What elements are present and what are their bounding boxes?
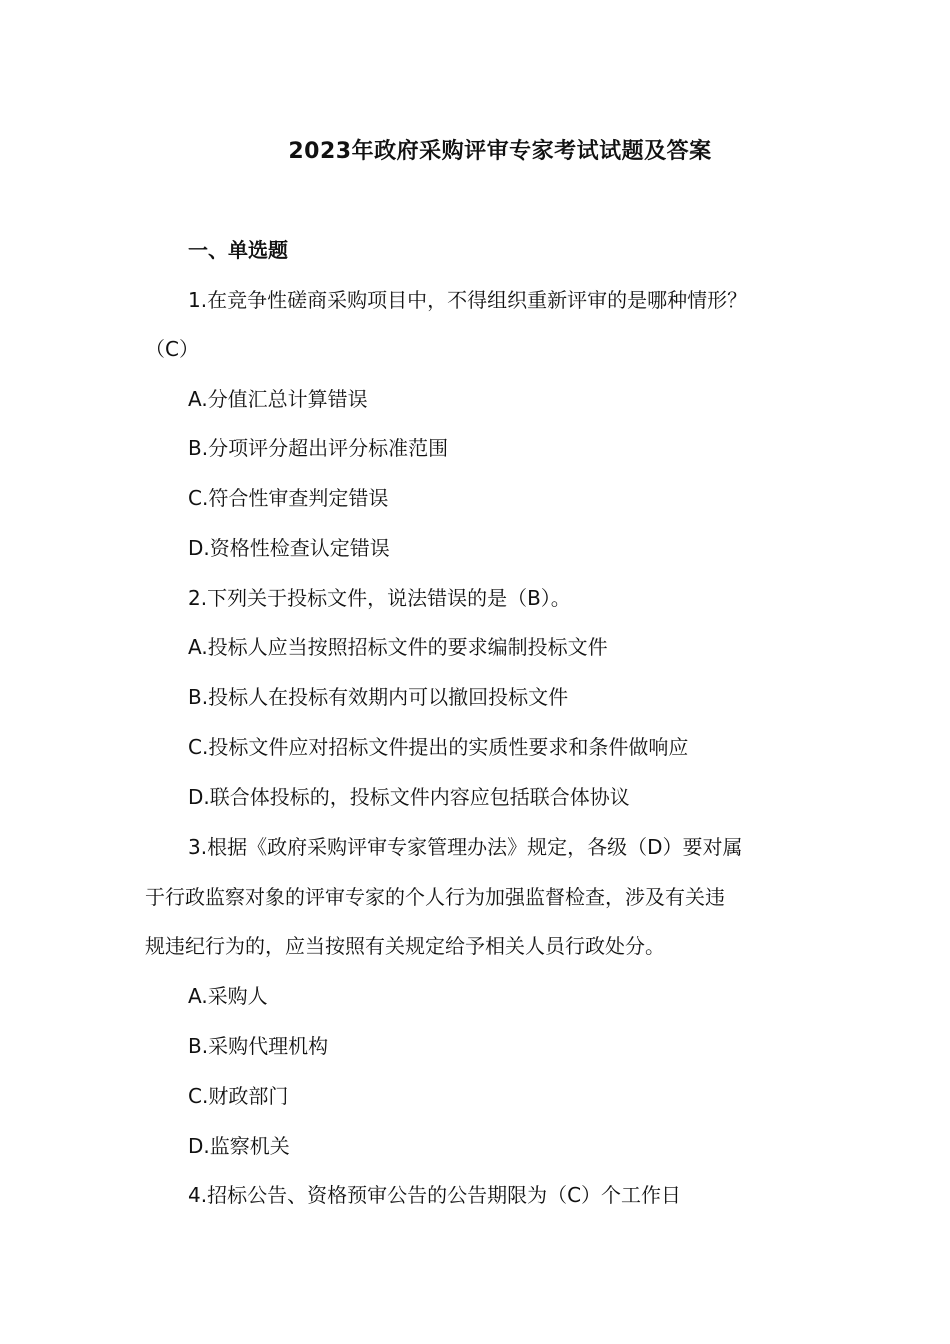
question-3-option-b: B.采购代理机构 [188, 1034, 329, 1058]
section-heading: 一、单选题 [188, 238, 288, 262]
document-title: 2023年政府采购评审专家考试试题及答案 [288, 139, 712, 164]
question-3-option-c: C.财政部门 [188, 1084, 289, 1108]
question-1-stem-line-2: （C） [145, 337, 199, 361]
question-2-stem: 2.下列关于投标文件，说法错误的是（B）。 [188, 586, 571, 610]
question-1-option-d: D.资格性检查认定错误 [188, 536, 390, 560]
question-1-option-b: B.分项评分超出评分标准范围 [188, 436, 449, 460]
question-1-option-c: C.符合性审查判定错误 [188, 486, 389, 510]
question-1-stem-line-1: 1.在竞争性磋商采购项目中，不得组织重新评审的是哪种情形？ [188, 288, 748, 312]
question-3-stem-line-2: 于行政监察对象的评审专家的个人行为加强监督检查，涉及有关违 [145, 885, 725, 909]
question-2-option-b: B.投标人在投标有效期内可以撤回投标文件 [188, 685, 569, 709]
question-4-stem: 4.招标公告、资格预审公告的公告期限为（C）个工作日 [188, 1183, 682, 1207]
question-2-option-d: D.联合体投标的，投标文件内容应包括联合体协议 [188, 785, 630, 809]
question-3-stem-line-3: 规违纪行为的，应当按照有关规定给予相关人员行政处分。 [145, 934, 665, 958]
question-3-option-d: D.监察机关 [188, 1134, 290, 1158]
question-3-stem-line-1: 3.根据《政府采购评审专家管理办法》规定，各级（D）要对属 [188, 835, 743, 859]
question-3-option-a: A.采购人 [188, 984, 268, 1008]
question-2-option-a: A.投标人应当按照招标文件的要求编制投标文件 [188, 635, 608, 659]
question-1-option-a: A.分值汇总计算错误 [188, 387, 368, 411]
question-2-option-c: C.投标文件应对招标文件提出的实质性要求和条件做响应 [188, 735, 689, 759]
